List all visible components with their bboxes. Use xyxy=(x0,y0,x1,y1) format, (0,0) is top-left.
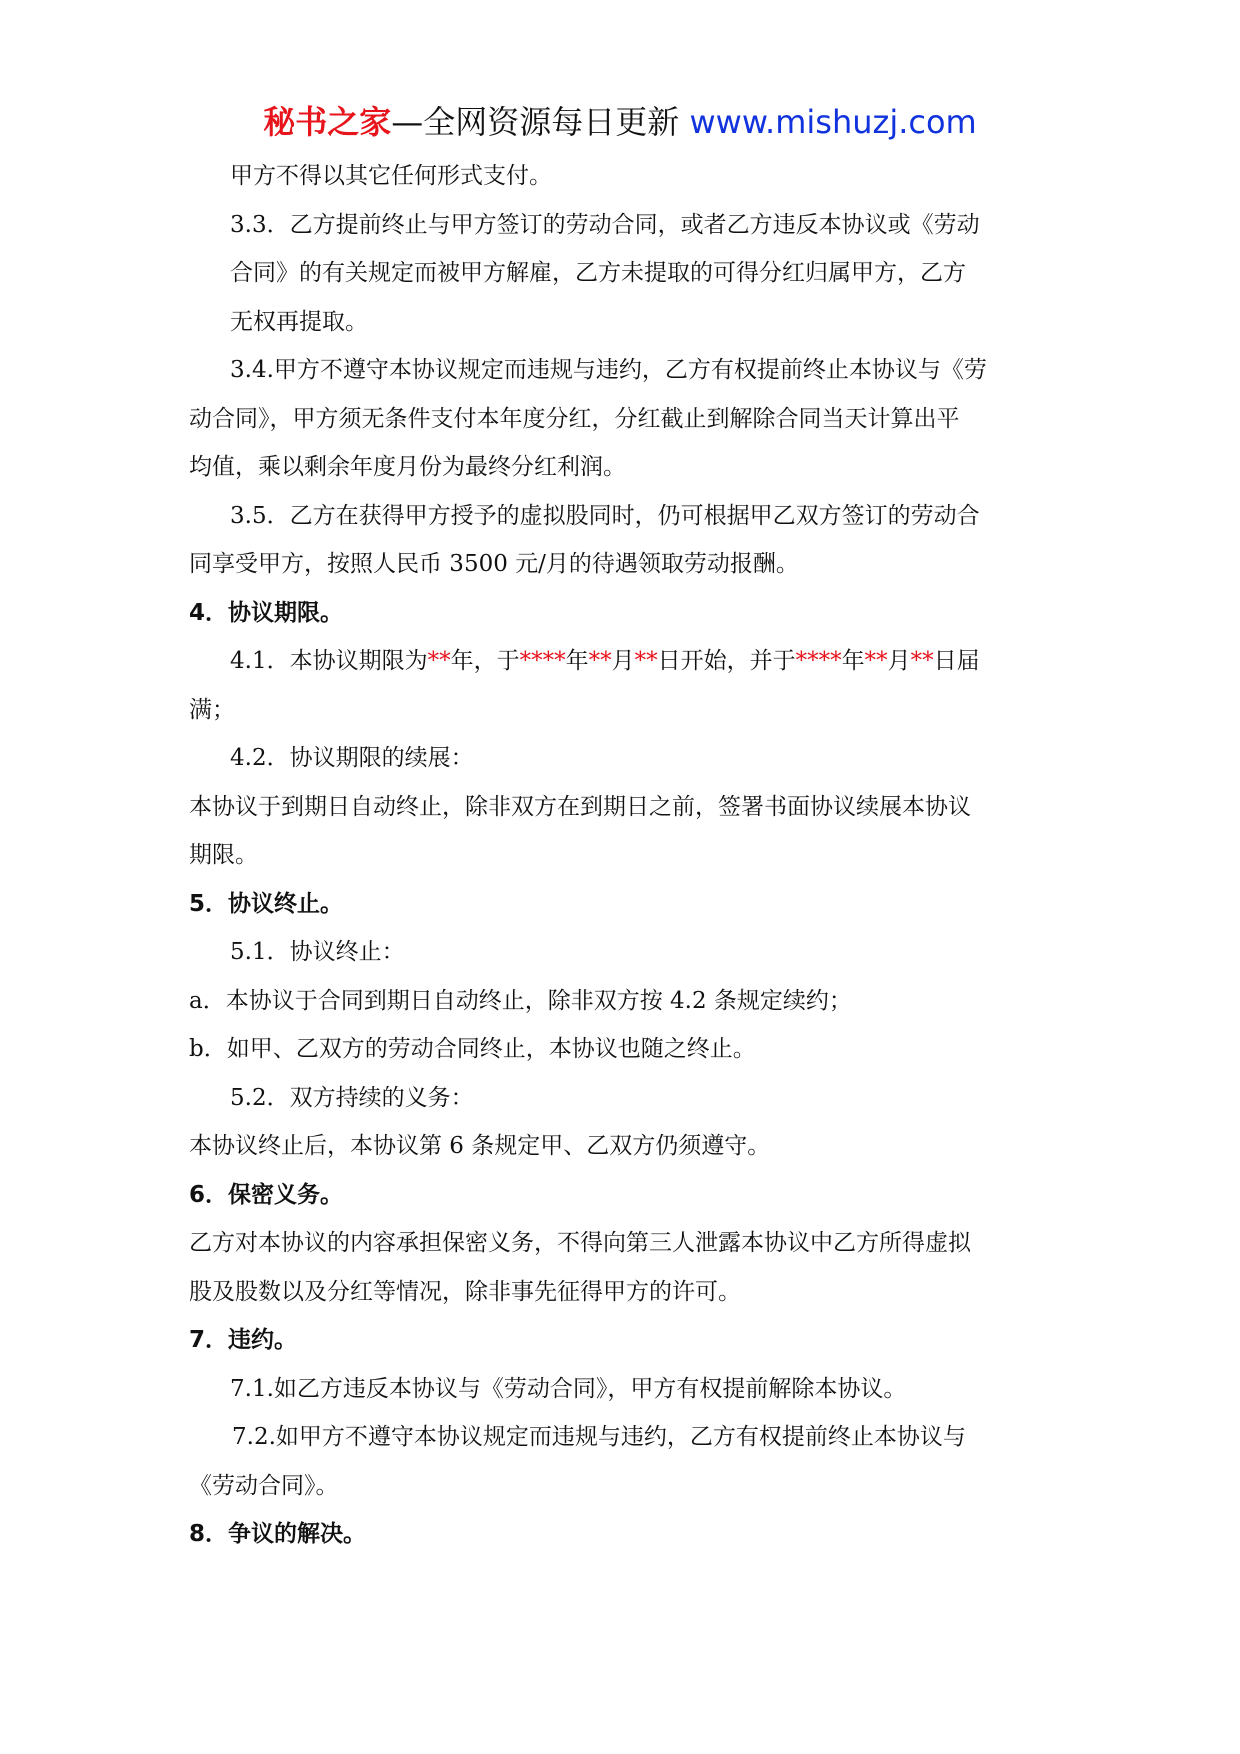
site-banner xyxy=(0,102,1240,142)
clause-3-3: 3.3．乙方提前终止与甲方签订的劳动合同，或者乙方违反本协议或《劳动 xyxy=(230,211,980,238)
section-heading-8: 8．争议的解决。 xyxy=(189,1521,367,1547)
clause-5-2: 5.2．双方持续的义务： xyxy=(230,1084,474,1111)
clause-4-1: 4.1．本协议期限为**年，于****年**月**日开始，并于****年**月**日届 xyxy=(230,648,980,674)
paragraph-line: 期限。 xyxy=(189,842,258,868)
list-item-b: b．如甲、乙双方的劳动合同终止，本协议也随之终止。 xyxy=(189,1036,756,1062)
paragraph-line: 无权再提取。 xyxy=(230,308,368,335)
paragraph-line: 乙方对本协议的内容承担保密义务，不得向第三人泄露本协议中乙方所得虚拟 xyxy=(189,1230,971,1256)
paragraph-line: 均值，乘以剩余年度月份为最终分红利润。 xyxy=(189,454,626,480)
clause-4-2: 4.2．协议期限的续展： xyxy=(230,745,474,771)
paragraph-line: 合同》的有关规定而被甲方解雇，乙方未提取的可得分红归属甲方，乙方 xyxy=(230,260,966,286)
paragraph-line: 甲方不得以其它任何形式支付。 xyxy=(230,163,552,189)
section-heading-6: 6．保密义务。 xyxy=(189,1181,344,1208)
section-heading-4: 4．协议期限。 xyxy=(189,599,344,626)
section-heading-7: 7．违约。 xyxy=(189,1327,298,1353)
clause-3-5: 3.5．乙方在获得甲方授予的虚拟股同时，仍可根据甲乙双方签订的劳动合 xyxy=(230,502,980,529)
list-item-a: a．本协议于合同到期日自动终止，除非双方按 4.2 条规定续约； xyxy=(189,987,852,1014)
section-heading-5: 5．协议终止。 xyxy=(189,890,344,917)
clause-5-1: 5.1．协议终止： xyxy=(230,939,405,965)
paragraph-line: 动合同》，甲方须无条件支付本年度分红，分红截止到解除合同当天计算出平 xyxy=(189,405,960,432)
clause-3-4: 3.4.甲方不遵守本协议规定而违规与违约，乙方有权提前终止本协议与《劳 xyxy=(230,357,987,383)
paragraph-line: 本协议终止后，本协议第 6 条规定甲、乙双方仍须遵守。 xyxy=(189,1133,771,1159)
paragraph-line: 《劳动合同》。 xyxy=(189,1472,339,1499)
clause-7-2: 7.2.如甲方不遵守本协议规定而违规与违约，乙方有权提前终止本协议与 xyxy=(232,1424,966,1450)
paragraph-line: 同享受甲方，按照人民币 3500 元/月的待遇领取劳动报酬。 xyxy=(189,551,799,577)
document-body xyxy=(189,152,1059,1559)
paragraph-line: 股及股数以及分红等情况，除非事先征得甲方的许可。 xyxy=(189,1278,741,1305)
brand-name: 秘书之家 xyxy=(263,103,392,141)
paragraph-line: 本协议于到期日自动终止，除非双方在到期日之前，签署书面协议续展本协议 xyxy=(189,793,971,820)
clause-7-1: 7.1.如乙方违反本协议与《劳动合同》，甲方有权提前解除本协议。 xyxy=(230,1375,907,1402)
site-url-link[interactable]: www.mishuzj.com xyxy=(689,103,977,141)
paragraph-line: 满； xyxy=(189,696,235,723)
banner-slogan: —全网资源每日更新 xyxy=(391,103,690,141)
